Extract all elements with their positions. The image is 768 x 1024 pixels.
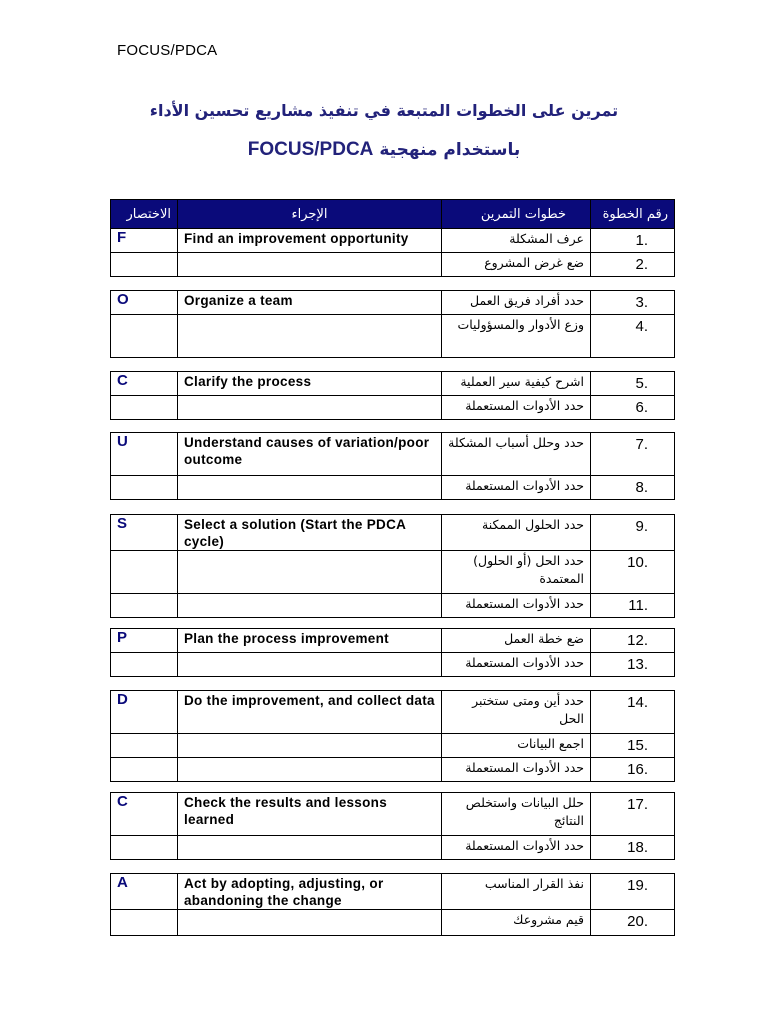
empty-cell [111,734,178,758]
column-header-abbr: الاختصار [111,200,178,229]
exercise-step: حدد الأدوات المستعملة [442,396,591,420]
empty-cell [111,476,178,500]
step-number: 8. [591,476,675,500]
table-row [111,758,675,782]
phase-action: Act by adopting, adjusting, or abandoning the change [178,874,442,910]
column-header-step: خطوات التمرين [442,200,591,229]
exercise-step: حدد أفراد فريق العمل [442,291,591,315]
table-row [111,653,675,677]
phase-letter: A [111,874,178,910]
table-row [111,734,675,758]
table-row [111,551,675,594]
exercise-step: قيم مشروعك [442,910,591,936]
step-number: 14. [591,691,675,734]
step-group-table [110,873,675,936]
page-subtitle [0,139,768,161]
exercise-step: حدد الأدوات المستعملة [442,758,591,782]
exercise-step: حدد الأدوات المستعملة [442,594,591,618]
exercise-step: حدد الأدوات المستعملة [442,476,591,500]
step-number: 15. [591,734,675,758]
empty-cell [111,910,178,936]
phase-action: Understand causes of variation/poor outcome [178,433,442,476]
column-header-row [111,200,675,229]
step-group-table [110,514,675,618]
empty-cell [111,594,178,618]
step-number: 12. [591,629,675,653]
phase-letter: S [111,515,178,551]
subtitle-latin: FOCUS/PDCA [247,139,374,160]
step-number: 1. [591,229,675,253]
phase-letter: O [111,291,178,315]
empty-cell [178,253,442,277]
step-number: 7. [591,433,675,476]
step-group-table [110,290,675,358]
exercise-step: ضع خطة العمل [442,629,591,653]
empty-cell [111,653,178,677]
phase-letter: C [111,372,178,396]
step-group-table [110,371,675,420]
phase-letter: D [111,691,178,734]
step-number: 5. [591,372,675,396]
page-header: FOCUS/PDCA [117,42,218,59]
phase-action: Organize a team [178,291,442,315]
exercise-step: حدد الحل (أو الحلول) المعتمدة [442,551,591,594]
step-number: 3. [591,291,675,315]
exercise-step: اجمع البيانات [442,734,591,758]
empty-cell [178,653,442,677]
table-row [111,515,675,551]
table-row [111,629,675,653]
column-header-number: رقم الخطوة [591,200,675,229]
phase-action: Select a solution (Start the PDCA cycle) [178,515,442,551]
table-row [111,910,675,936]
empty-cell [111,551,178,594]
table-row [111,476,675,500]
exercise-step: وزع الأدوار والمسؤوليات [442,315,591,358]
table-row [111,793,675,836]
column-header-table [110,199,675,229]
step-number: 4. [591,315,675,358]
table-row [111,874,675,910]
table-row [111,594,675,618]
step-number: 20. [591,910,675,936]
step-number: 2. [591,253,675,277]
page-title: تمرين على الخطوات المتبعة في تنفيذ مشاريع تحسين الأداء [149,101,619,120]
table-row [111,433,675,476]
step-number: 18. [591,836,675,860]
step-number: 13. [591,653,675,677]
phase-action: Plan the process improvement [178,629,442,653]
empty-cell [111,253,178,277]
exercise-step: ضع غرض المشروع [442,253,591,277]
step-group-table [110,628,675,677]
exercise-step: حدد الحلول الممكنة [442,515,591,551]
empty-cell [178,396,442,420]
step-number: 11. [591,594,675,618]
table-row [111,315,675,358]
empty-cell [178,734,442,758]
empty-cell [111,836,178,860]
column-header-action: الإجراء [178,200,442,229]
empty-cell [111,396,178,420]
table-row [111,691,675,734]
phase-letter: F [111,229,178,253]
exercise-step: حدد الأدوات المستعملة [442,653,591,677]
exercise-step: حدد وحلل أسباب المشكلة [442,433,591,476]
exercise-step: اشرح كيفية سير العملية [442,372,591,396]
empty-cell [178,476,442,500]
step-number: 9. [591,515,675,551]
step-group-table [110,432,675,500]
phase-action: Find an improvement opportunity [178,229,442,253]
empty-cell [178,594,442,618]
phase-action: Clarify the process [178,372,442,396]
empty-cell [178,836,442,860]
step-group-table [110,228,675,277]
phase-action: Check the results and lessons learned [178,793,442,836]
table-row [111,836,675,860]
empty-cell [178,758,442,782]
phase-letter: P [111,629,178,653]
table-row [111,291,675,315]
empty-cell [178,910,442,936]
table-row [111,253,675,277]
exercise-step: نفذ القرار المناسب [442,874,591,910]
phase-letter: U [111,433,178,476]
empty-cell [111,315,178,358]
empty-cell [178,551,442,594]
exercise-step: عرف المشكلة [442,229,591,253]
step-group-table [110,690,675,782]
subtitle-arabic: باستخدام منهجية [379,140,521,160]
step-number: 10. [591,551,675,594]
exercise-step: حلل البيانات واستخلص النتائج [442,793,591,836]
step-group-table [110,792,675,860]
exercise-step: حدد أين ومتى ستختبر الحل [442,691,591,734]
phase-letter: C [111,793,178,836]
table-row [111,372,675,396]
step-number: 19. [591,874,675,910]
step-number: 17. [591,793,675,836]
empty-cell [111,758,178,782]
table-row [111,229,675,253]
step-number: 16. [591,758,675,782]
table-row [111,396,675,420]
exercise-step: حدد الأدوات المستعملة [442,836,591,860]
phase-action: Do the improvement, and collect data [178,691,442,734]
step-number: 6. [591,396,675,420]
empty-cell [178,315,442,358]
